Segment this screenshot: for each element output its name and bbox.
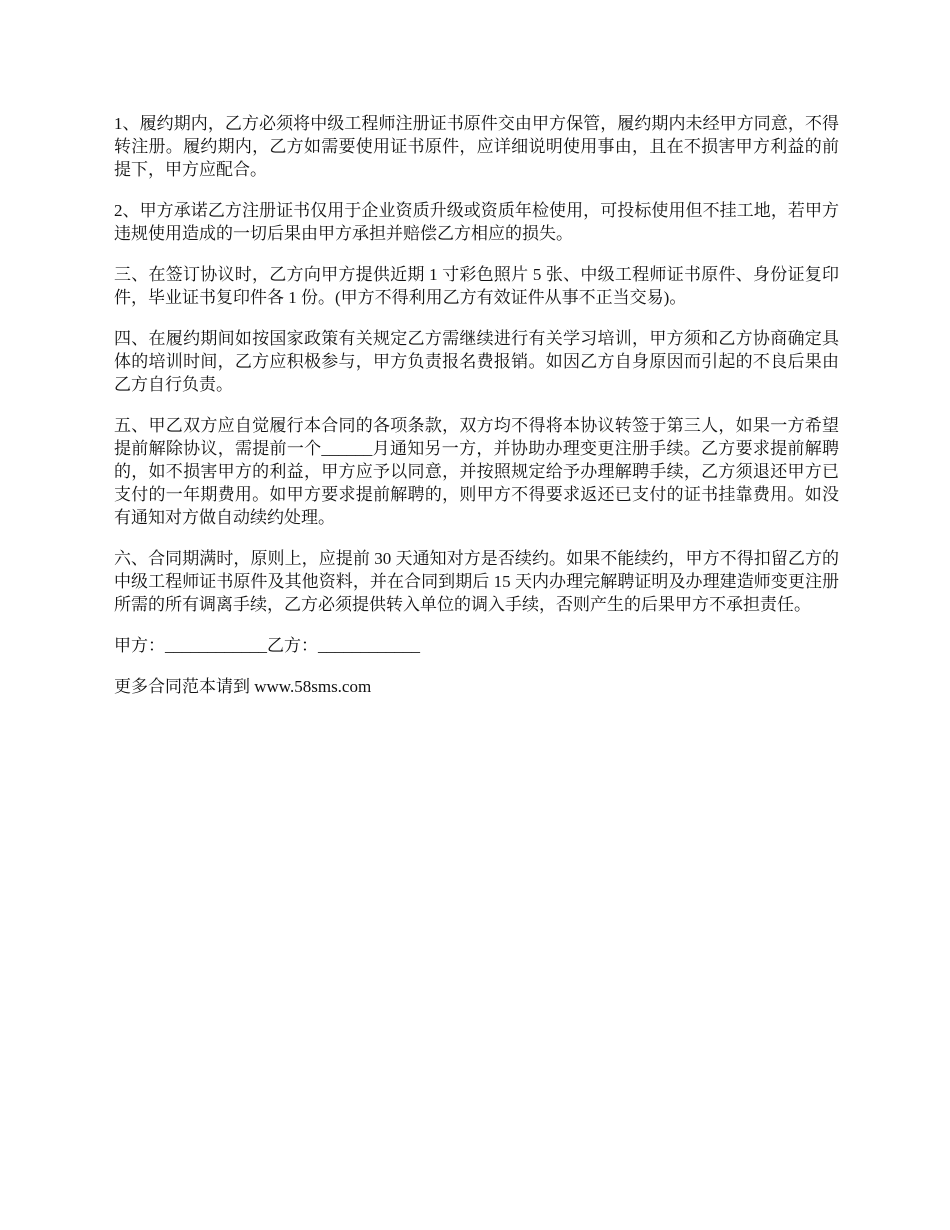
clause-3-paragraph: 三、在签订协议时，乙方向甲方提供近期 1 寸彩色照片 5 张、中级工程师证书原件、身份证复印件，毕业证书复印件各 1 份。(甲方不得利用乙方有效证件从事不正当交易)。 [114,265,839,307]
footer-link-text: 更多合同范本请到 www.58sms.com [114,677,372,696]
signature-line: 甲方：____________乙方：____________ [114,636,420,655]
clause-5-paragraph: 五、甲乙双方应自觉履行本合同的各项条款，双方均不得将本协议转签于第三人，如果一方希望提前解除协议，需提前一个______月通知另一方，并协助办理变更注册手续。乙方要求提前解聘的，如不损害甲方的利益，甲方应予以同意，并按照规定给予办理解聘手续，乙方须退还甲方已支付的一年期费用。如甲方要求提前解聘的，则甲方不得要求返还已支付的证书挂靠费用。如没有通知对方做自动续约处理。 [114,416,839,527]
clause-4-paragraph: 四、在履约期间如按国家政策有关规定乙方需继续进行有关学习培训，甲方须和乙方协商确定具体的培训时间，乙方应积极参与，甲方负责报名费报销。如因乙方自身原因而引起的不良后果由乙方自行负责。 [114,329,839,394]
clause-2-paragraph: 2、甲方承诺乙方注册证书仅用于企业资质升级或资质年检使用，可投标使用但不挂工地，若甲方违规使用造成的一切后果由甲方承担并赔偿乙方相应的损失。 [114,201,839,243]
document-body [114,112,839,698]
clause-6-paragraph: 六、合同期满时，原则上，应提前 30 天通知对方是否续约。如果不能续约，甲方不得扣留乙方的中级工程师证书原件及其他资料，并在合同到期后 15 天内办理完解聘证明及办理建造师变更注册所需的所有调离手续，乙方必须提供转入单位的调入手续，否则产生的后果甲方不承担责任。 [114,549,839,614]
clause-1-paragraph: 1、履约期内，乙方必须将中级工程师注册证书原件交由甲方保管，履约期内未经甲方同意，不得转注册。履约期内，乙方如需要使用证书原件，应详细说明使用事由，且在不损害甲方利益的前提下，甲方应配合。 [114,114,839,179]
